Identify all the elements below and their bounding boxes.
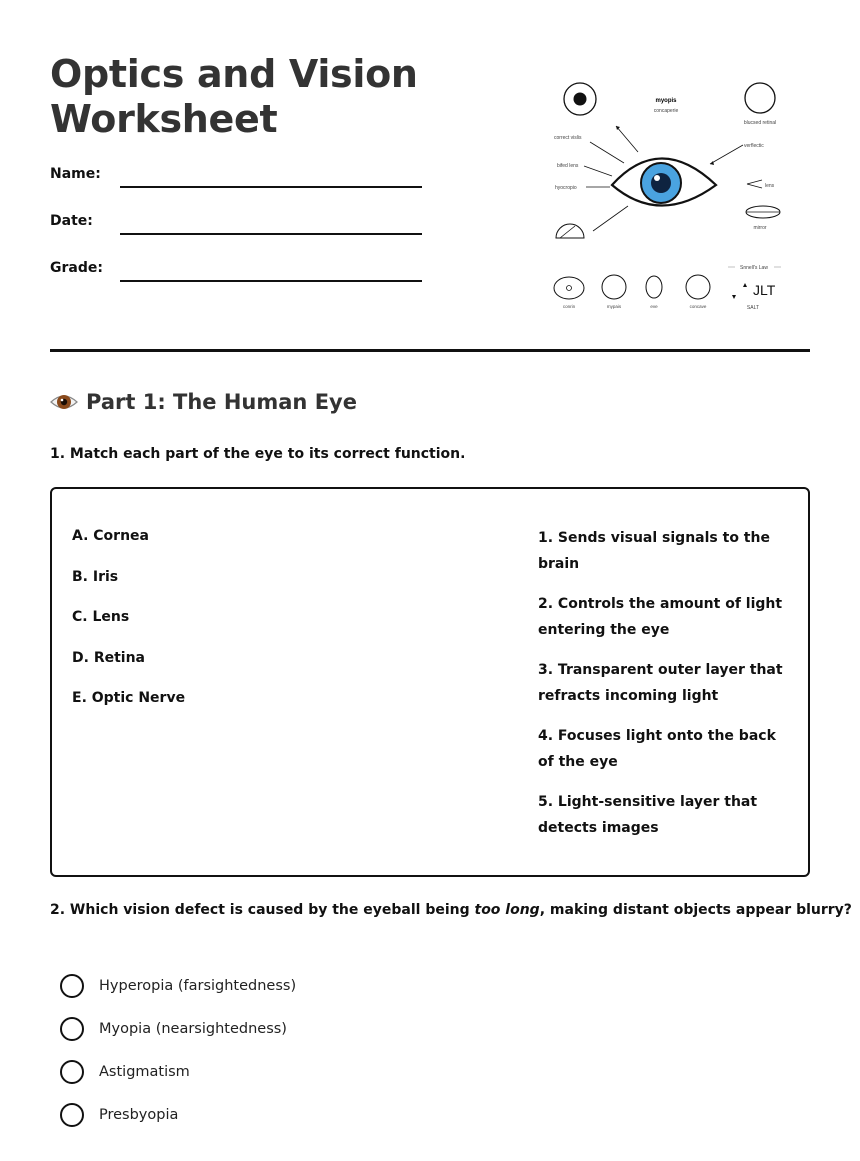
radio-button[interactable] xyxy=(60,1017,84,1041)
section-divider xyxy=(50,349,810,352)
diagram-label-lens: lens xyxy=(765,183,775,189)
eye-part-item: A. Cornea xyxy=(72,528,149,544)
radio-button[interactable] xyxy=(60,1060,84,1084)
eye-icon xyxy=(50,391,78,413)
diagram-label-salt: SALT xyxy=(746,305,760,311)
question-2-emphasis: too long xyxy=(474,902,540,918)
function-item: 5. Light-sensitive layer that detects images xyxy=(538,794,758,836)
function-item: 2. Controls the amount of light entering the eye xyxy=(538,596,783,638)
grade-field[interactable] xyxy=(50,260,422,282)
eye-part-item: E. Optic Nerve xyxy=(72,690,186,706)
question-1: 1. Match each part of the eye to its correct function. xyxy=(50,446,466,462)
date-field[interactable] xyxy=(50,213,422,235)
option-label: Astigmatism xyxy=(99,1063,190,1080)
empty-circle-icon xyxy=(745,83,775,113)
question-2 xyxy=(50,902,852,918)
diagram-label-b2: mypais xyxy=(606,304,622,309)
name-label: Name: xyxy=(50,166,101,182)
option-presbyopia[interactable] xyxy=(60,1093,296,1136)
diagram-label-top-sub: concaperie xyxy=(653,108,679,114)
date-line[interactable] xyxy=(120,233,422,235)
dot-circle-icon xyxy=(564,83,596,115)
answer-options xyxy=(60,964,296,1136)
name-field[interactable] xyxy=(50,166,422,188)
eye-diagram xyxy=(548,76,788,316)
eye-part-item: C. Lens xyxy=(72,609,130,625)
function-item: 3. Transparent outer layer that refracts incoming light xyxy=(538,662,783,704)
function-item: 1. Sends visual signals to the brain xyxy=(538,530,770,572)
worksheet-title xyxy=(50,52,418,142)
diagram-label-correct: correct vislis xyxy=(554,135,582,141)
eye-shape xyxy=(612,159,716,206)
diagram-label-reflect: verflectic xyxy=(744,143,764,149)
question-2-prefix: 2. Which vision defect is caused by the eyeball being xyxy=(50,902,475,918)
option-label: Myopia (nearsightedness) xyxy=(99,1020,287,1037)
function-item: 4. Focuses light onto the back of the eye xyxy=(538,728,776,770)
title-line-1: Optics and Vision xyxy=(50,52,418,96)
option-astigmatism[interactable] xyxy=(60,1050,296,1093)
diagram-label-hyop: hyocropio xyxy=(555,185,577,191)
diagram-label-top: myopis xyxy=(655,98,677,104)
diagram-label-mirror: mirror xyxy=(753,225,767,231)
functions-list xyxy=(538,525,793,855)
diagram-label-bifed: bifed lens xyxy=(557,163,579,169)
eye-part-item: D. Retina xyxy=(72,649,145,666)
option-myopia[interactable] xyxy=(60,1007,296,1050)
option-label: Presbyopia xyxy=(99,1106,179,1123)
part1-title: Part 1: The Human Eye xyxy=(86,390,357,414)
option-label: Hyperopia (farsightedness) xyxy=(99,977,297,994)
grade-line[interactable] xyxy=(120,280,422,282)
diagram-label-jlt: JLT xyxy=(753,282,776,298)
lens-type-icons xyxy=(554,275,710,299)
option-hyperopia[interactable] xyxy=(60,964,296,1007)
diagram-label-snell: Snnell's Law xyxy=(740,265,768,271)
date-label: Date: xyxy=(50,213,93,229)
diagram-label-b3: eve xyxy=(650,304,658,309)
eye-parts-list xyxy=(72,525,185,728)
grade-label: Grade: xyxy=(50,260,103,276)
mirror-symbol-icon xyxy=(746,206,780,218)
question-2-suffix: , making distant objects appear blurry? xyxy=(539,902,852,918)
radio-button[interactable] xyxy=(60,974,84,998)
matching-box xyxy=(50,487,810,877)
name-line[interactable] xyxy=(120,186,422,188)
diagram-label-blurred: blucsed retinal xyxy=(743,120,777,126)
lens-symbol-icon xyxy=(747,180,762,188)
eye-part-item: B. Iris xyxy=(72,568,119,585)
title-line-2: Worksheet xyxy=(50,97,278,141)
part1-heading xyxy=(50,390,357,414)
diagram-label-b1: conrin xyxy=(562,304,576,309)
diagram-label-b4: concave xyxy=(689,304,707,309)
radio-button[interactable] xyxy=(60,1103,84,1127)
